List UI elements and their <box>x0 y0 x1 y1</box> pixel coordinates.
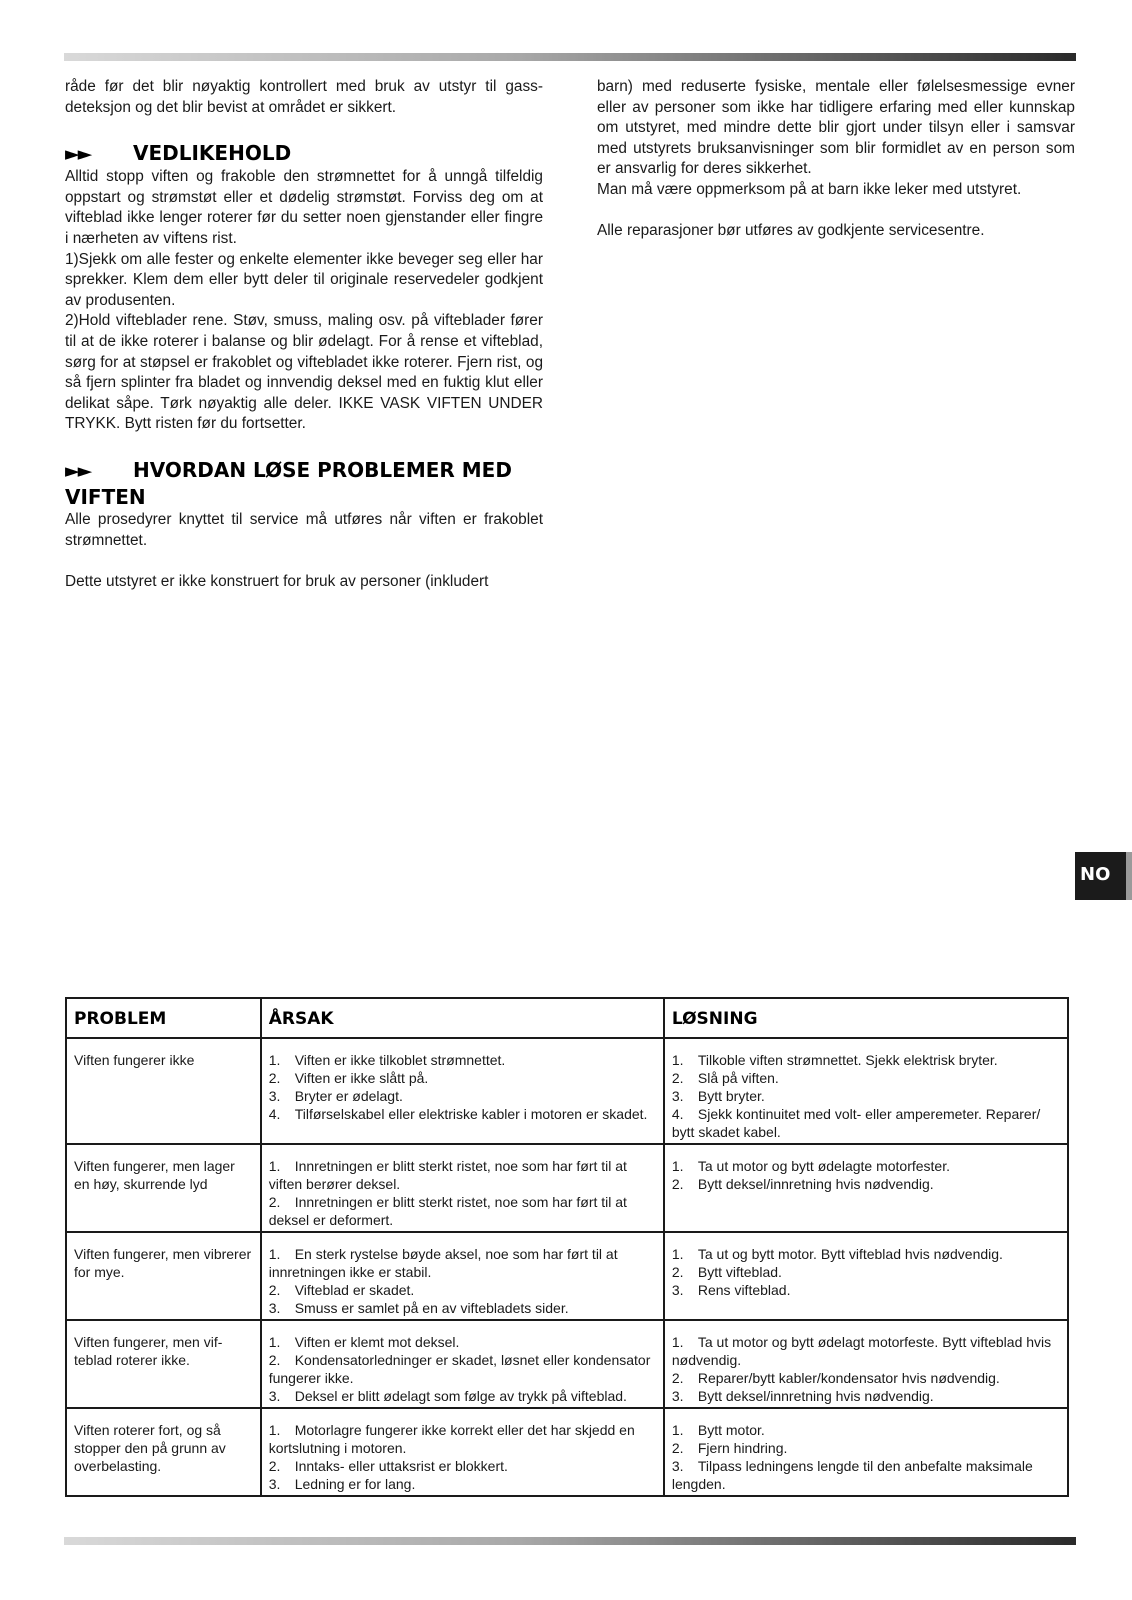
item-text: Motorlagre fungerer ikke korrekt eller det har skjedd en kortslutning i motoren. <box>268 1422 635 1456</box>
item-number: 1. <box>268 1334 281 1350</box>
item-number: 2. <box>671 1370 684 1386</box>
item-number: 4. <box>268 1106 281 1122</box>
problem-cell: Viften fungerer ikke <box>66 1038 261 1144</box>
item-number: 1. <box>671 1334 684 1350</box>
cause-item <box>269 1351 656 1387</box>
troubleshooting-paragraph-1: Alle prosedyrer knyttet til service må utføres når viften er frakoblet strømnettet. <box>65 510 543 549</box>
maintenance-paragraph-3: 2)Hold vifteblader rene. Støv, smuss, maling osv. på vifteblader fører til at de ikke roterer i balanse og blir ødelagt. For å rense et vifteblad, sørg for at støpsel er frakoblet og viftebladet ikke roterer. Fjern rist, og så fjern splinter fra bladet og innvendig deksel med en fuktig klut eller delikat såpe. Tørk nøyaktig alle deler. IKKE VASK VIFTEN UNDER TRYKK. Bytt risten før du fortsetter. <box>65 312 543 433</box>
cause-item <box>269 1193 656 1229</box>
solution-item <box>672 1157 1060 1175</box>
solution-item <box>672 1087 1060 1105</box>
item-number: 2. <box>268 1458 281 1474</box>
cause-cell <box>261 1038 664 1144</box>
double-arrow-icon: ►► <box>65 143 91 166</box>
table-row <box>66 1320 1068 1408</box>
item-text: Bytt deksel/innretning hvis nødvendig. <box>697 1388 934 1404</box>
header-problem: PROBLEM <box>66 998 261 1038</box>
item-number: 2. <box>671 1440 684 1456</box>
table-row <box>66 1408 1068 1496</box>
item-text: Innretningen er blitt sterkt ristet, noe som har ført til at deksel er deformert. <box>268 1194 627 1228</box>
cause-item <box>269 1087 656 1105</box>
solution-cell <box>664 1038 1068 1144</box>
item-number: 3. <box>671 1088 684 1104</box>
item-text: Viften er ikke tilkoblet strømnettet. <box>294 1052 506 1068</box>
item-number: 3. <box>268 1300 281 1316</box>
item-text: Viften er ikke slått på. <box>294 1070 429 1086</box>
item-number: 2. <box>268 1282 281 1298</box>
item-number: 1. <box>268 1422 281 1438</box>
cause-cell <box>261 1320 664 1408</box>
item-text: Ledning er for lang. <box>294 1476 416 1492</box>
cause-item <box>269 1069 656 1087</box>
item-number: 1. <box>671 1422 684 1438</box>
solution-cell <box>664 1408 1068 1496</box>
left-column <box>65 77 543 592</box>
solution-item <box>672 1421 1060 1439</box>
language-tab <box>1075 852 1132 900</box>
item-text: Bytt deksel/innretning hvis nødvendig. <box>697 1176 934 1192</box>
item-number: 2. <box>671 1070 684 1086</box>
item-text: Fjern hindring. <box>697 1440 788 1456</box>
maintenance-heading <box>65 140 543 167</box>
safety-paragraph-3: Alle reparasjoner bør utføres av godkjente servicesentre. <box>597 222 985 240</box>
item-text: Smuss er samlet på en av viftebladets sider. <box>294 1300 569 1316</box>
table-row <box>66 1144 1068 1232</box>
item-number: 2. <box>671 1176 684 1192</box>
table-body <box>66 1038 1068 1496</box>
item-text: Reparer/bytt kabler/kondensator hvis nødvendig. <box>697 1370 1000 1386</box>
item-text: Viften er klemt mot deksel. <box>294 1334 460 1350</box>
item-number: 1. <box>671 1246 684 1262</box>
item-text: Innretningen er blitt sterkt ristet, noe som har ført til at viften berører deksel. <box>268 1158 627 1192</box>
solution-item <box>672 1245 1060 1263</box>
item-text: Vifteblad er skadet. <box>294 1282 415 1298</box>
item-number: 3. <box>268 1388 281 1404</box>
cause-item <box>269 1387 656 1405</box>
item-text: Deksel er blitt ødelagt som følge av trykk på vifteblad. <box>294 1388 627 1404</box>
item-text: Ta ut og bytt motor. Bytt vifteblad hvis nødvendig. <box>697 1246 1003 1262</box>
right-column <box>597 77 1075 242</box>
item-text: Tilførselskabel eller elektriske kabler i motoren er skadet. <box>294 1106 648 1122</box>
troubleshooting-title: HVORDAN LØSE PROBLEMER MED VIFTEN <box>65 457 512 509</box>
solution-item <box>672 1333 1060 1369</box>
problem-cell: Viften fungerer, men vibrerer for mye. <box>66 1232 261 1320</box>
cause-item <box>269 1245 656 1281</box>
item-number: 2. <box>268 1194 281 1210</box>
solution-item <box>672 1105 1060 1141</box>
solution-cell <box>664 1144 1068 1232</box>
cause-item <box>269 1281 656 1299</box>
solution-item <box>672 1175 1060 1193</box>
item-number: 1. <box>268 1158 281 1174</box>
solution-item <box>672 1069 1060 1087</box>
paragraph-gap <box>65 551 543 572</box>
cause-cell <box>261 1408 664 1496</box>
item-text: Ta ut motor og bytt ødelagt motorfeste. Bytt vifteblad hvis nødvendig. <box>671 1334 1052 1368</box>
problem-cell: Viften fungerer, men vifteblad roterer ikke. <box>66 1320 261 1408</box>
cause-item <box>269 1457 656 1475</box>
item-text: Ta ut motor og bytt ødelagte motorfester. <box>697 1158 950 1174</box>
solution-item <box>672 1051 1060 1069</box>
paragraph-gap <box>597 201 1075 222</box>
intro-paragraph: råde før det blir nøyaktig kontrollert med bruk av utstyr til gassdeteksjon og det blir bevist at området er sikkert. <box>65 78 543 116</box>
troubleshooting-paragraph-2: Dette utstyret er ikke konstruert for bruk av personer (inkludert <box>65 572 489 590</box>
problem-cell: Viften fungerer, men lager en høy, skurrende lyd <box>66 1144 261 1232</box>
item-number: 1. <box>268 1246 281 1262</box>
item-text: Slå på viften. <box>697 1070 779 1086</box>
safety-paragraph-1: barn) med reduserte fysiske, mentale eller følelsesmessige evner eller av personer som ikke har tidligere erfaring med eller kunnskap om utstyret, med mindre dette blir gjort under tilsyn eller i samsvar med utstyrets bruksanvisninger som blir formidlet av en person som er ansvarlig for deres sikkerhet. <box>597 78 1075 178</box>
item-number: 3. <box>268 1476 281 1492</box>
item-text: En sterk rystelse bøyde aksel, noe som har ført til at innretningen ikke er stabil. <box>268 1246 618 1280</box>
maintenance-title: VEDLIKEHOLD <box>133 141 292 166</box>
safety-paragraph-2: Man må være oppmerksom på at barn ikke leker med utstyret. <box>597 180 1022 198</box>
item-number: 4. <box>671 1106 684 1122</box>
item-text: Bryter er ødelagt. <box>294 1088 403 1104</box>
double-arrow-icon: ►► <box>65 459 91 482</box>
solution-item <box>672 1387 1060 1405</box>
cause-item <box>269 1421 656 1457</box>
bottom-decorative-rule <box>64 1537 1076 1545</box>
troubleshooting-heading <box>65 457 543 510</box>
item-text: Inntaks- eller uttaksrist er blokkert. <box>294 1458 508 1474</box>
item-text: Bytt motor. <box>697 1422 765 1438</box>
item-number: 3. <box>671 1388 684 1404</box>
solution-item <box>672 1281 1060 1299</box>
item-text: Sjekk kontinuitet med volt- eller amperemeter. Reparer/ bytt skadet kabel. <box>671 1106 1041 1140</box>
header-solution: LØSNING <box>664 998 1068 1038</box>
solution-cell <box>664 1232 1068 1320</box>
item-text: Rens vifteblad. <box>697 1282 791 1298</box>
cause-item <box>269 1475 656 1493</box>
table-header-row <box>66 998 1068 1038</box>
cause-item <box>269 1105 656 1123</box>
problem-cell: Viften roterer fort, og så stopper den på grunn av overbelasting. <box>66 1408 261 1496</box>
item-number: 1. <box>268 1052 281 1068</box>
item-text: Bytt vifteblad. <box>697 1264 782 1280</box>
solution-item <box>672 1369 1060 1387</box>
troubleshooting-table <box>65 997 1069 1497</box>
cause-item <box>269 1299 656 1317</box>
item-number: 1. <box>671 1158 684 1174</box>
item-text: Tilpass ledningens lengde til den anbefalte maksimale lengden. <box>671 1458 1033 1492</box>
solution-item <box>672 1263 1060 1281</box>
item-number: 3. <box>268 1088 281 1104</box>
item-number: 1. <box>671 1052 684 1068</box>
item-number: 2. <box>671 1264 684 1280</box>
cause-cell <box>261 1232 664 1320</box>
solution-item <box>672 1439 1060 1457</box>
cause-item <box>269 1333 656 1351</box>
item-text: Bytt bryter. <box>697 1088 765 1104</box>
maintenance-paragraph-2: 1)Sjekk om alle fester og enkelte elementer ikke beveger seg eller har sprekker. Klem dem eller bytt deler til originale reservedeler godkjent av produsenten. <box>65 250 543 309</box>
cause-item <box>269 1051 656 1069</box>
table-row <box>66 1232 1068 1320</box>
maintenance-paragraph-1: Alltid stopp viften og frakoble den strømnettet for å unngå tilfeldig oppstart og strømstøt eller et dødelig strømstøt. Forviss deg om at vifteblad ikke lenger roterer før du setter noen gjenstander eller fingre i nærheten av viftens rist. <box>65 168 543 247</box>
item-number: 2. <box>268 1352 281 1368</box>
solution-item <box>672 1457 1060 1493</box>
item-number: 3. <box>671 1282 684 1298</box>
item-number: 3. <box>671 1458 684 1474</box>
table-row <box>66 1038 1068 1144</box>
header-cause: ÅRSAK <box>261 998 664 1038</box>
item-text: Tilkoble viften strømnettet. Sjekk elektrisk bryter. <box>697 1052 998 1068</box>
item-number: 2. <box>268 1070 281 1086</box>
cause-item <box>269 1157 656 1193</box>
language-tab-label: NO <box>1080 864 1111 885</box>
cause-cell <box>261 1144 664 1232</box>
item-text: Kondensatorledninger er skadet, løsnet eller kondensator fungerer ikke. <box>268 1352 651 1386</box>
top-decorative-rule <box>64 53 1076 61</box>
solution-cell <box>664 1320 1068 1408</box>
